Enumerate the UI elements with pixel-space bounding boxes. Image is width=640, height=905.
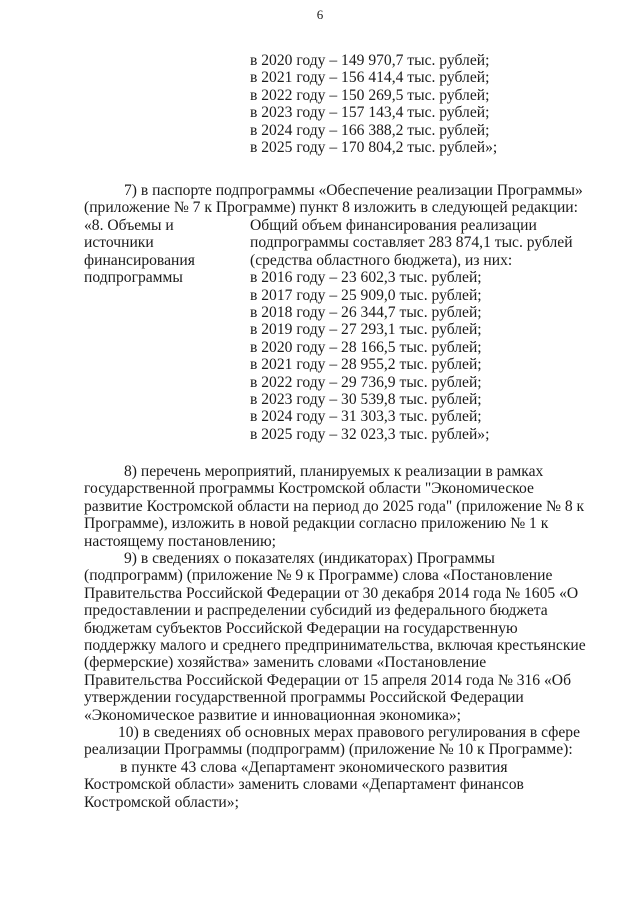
table-label: источники bbox=[84, 234, 154, 252]
table-intro: подпрограммы составляет 283 874,1 тыс. рублей bbox=[250, 234, 573, 252]
table-left-column bbox=[84, 217, 234, 287]
year-item: в 2021 году – 28 955,2 тыс. рублей; bbox=[250, 356, 482, 374]
paragraph-line: настоящему постановлению; bbox=[84, 532, 277, 550]
paragraph-line: Программе), изложить в новой редакции согласно приложению № 1 к bbox=[84, 515, 549, 533]
year-item: в 2023 году – 30 539,8 тыс. рублей; bbox=[250, 391, 482, 409]
paragraph-line: утверждении государственной программы Российской Федерации bbox=[84, 689, 524, 707]
paragraph-line: в пункте 43 слова «Департамент экономического развития bbox=[120, 758, 508, 776]
table-label: финансирования bbox=[84, 251, 195, 269]
list-item: в 2024 году – 166 388,2 тыс. рублей; bbox=[250, 121, 490, 139]
paragraph-line: «Экономическое развитие и инновационная экономика»; bbox=[84, 706, 462, 724]
year-item: в 2024 году – 31 303,3 тыс. рублей; bbox=[250, 408, 482, 426]
item-7-line: 7) в паспорте подпрограммы «Обеспечение реализации Программы» bbox=[124, 182, 583, 199]
year-item: в 2020 году – 28 166,5 тыс. рублей; bbox=[250, 338, 482, 356]
list-item: в 2023 году – 157 143,4 тыс. рублей; bbox=[250, 104, 490, 122]
paragraph-line: 8) перечень мероприятий, планируемых к реализации в рамках bbox=[124, 463, 544, 480]
table-right-column bbox=[250, 217, 573, 443]
list-item: в 2022 году – 150 269,5 тыс. рублей; bbox=[250, 86, 490, 104]
item-8 bbox=[84, 463, 585, 550]
paragraph-line: предоставлении и распределении субсидий из федерального бюджета bbox=[84, 602, 548, 620]
page-number: 6 bbox=[316, 7, 324, 22]
paragraph-line: (фермерские) хозяйства» заменить словами «Постановление bbox=[84, 654, 487, 672]
table-intro: Общий объем финансирования реализации bbox=[250, 217, 537, 234]
paragraph-line: Костромской области» заменить словами «Департамент финансов bbox=[84, 776, 524, 794]
paragraph-line: (подпрограмм) (приложение № 9 к Программе) слова «Постановление bbox=[84, 567, 553, 585]
list-item: в 2025 году – 170 804,2 тыс. рублей»; bbox=[250, 139, 498, 157]
paragraph-line: 9) в сведениях о показателях (индикаторах) Программы bbox=[124, 550, 495, 567]
year-item: в 2017 году – 25 909,0 тыс. рублей; bbox=[250, 286, 482, 304]
paragraph-line: Правительства Российской Федерации от 15 апреля 2014 года № 316 «Об bbox=[84, 671, 571, 689]
year-item: в 2022 году – 29 736,9 тыс. рублей; bbox=[250, 373, 482, 391]
paragraph-line: поддержку малого и среднего предпринимательства, включая крестьянские bbox=[84, 637, 586, 655]
list-item: в 2020 году – 149 970,7 тыс. рублей; bbox=[250, 52, 490, 69]
year-item: в 2018 году – 26 344,7 тыс. рублей; bbox=[250, 304, 482, 322]
year-item: в 2025 году – 32 023,3 тыс. рублей»; bbox=[250, 425, 490, 443]
year-item: в 2019 году – 27 293,1 тыс. рублей; bbox=[250, 321, 482, 339]
item-9 bbox=[84, 550, 586, 724]
paragraph-line: государственной программы Костромской области "Экономическое bbox=[84, 480, 534, 498]
funding-list-top bbox=[250, 52, 497, 156]
list-item: в 2021 году – 156 414,4 тыс. рублей; bbox=[250, 69, 490, 87]
paragraph-line: реализации Программы (подпрограмм) (приложение № 10 к Программе): bbox=[84, 741, 573, 759]
item-7-line: (приложение № 7 к Программе) пункт 8 изложить в следующей редакции: bbox=[84, 199, 578, 217]
paragraph-line: бюджетам субъектов Российской Федерации на государственную bbox=[84, 619, 518, 637]
table-label: подпрограммы bbox=[84, 269, 183, 287]
paragraph-line: Правительства Российской Федерации от 30 декабря 2014 года № 1605 «О bbox=[84, 584, 579, 602]
item-10 bbox=[84, 724, 581, 811]
paragraph-line: развитие Костромской области на период до 2025 года" (приложение № 8 к bbox=[84, 497, 585, 515]
year-item: в 2016 году – 23 602,3 тыс. рублей; bbox=[250, 269, 482, 287]
table-intro: (средства областного бюджета), из них: bbox=[250, 251, 513, 269]
paragraph-line: 10) в сведениях об основных мерах правового регулирования в сфере bbox=[118, 724, 581, 741]
paragraph-line: Костромской области»; bbox=[84, 793, 239, 811]
item-7 bbox=[84, 182, 583, 217]
table-label: «8. Объемы и bbox=[84, 217, 174, 234]
